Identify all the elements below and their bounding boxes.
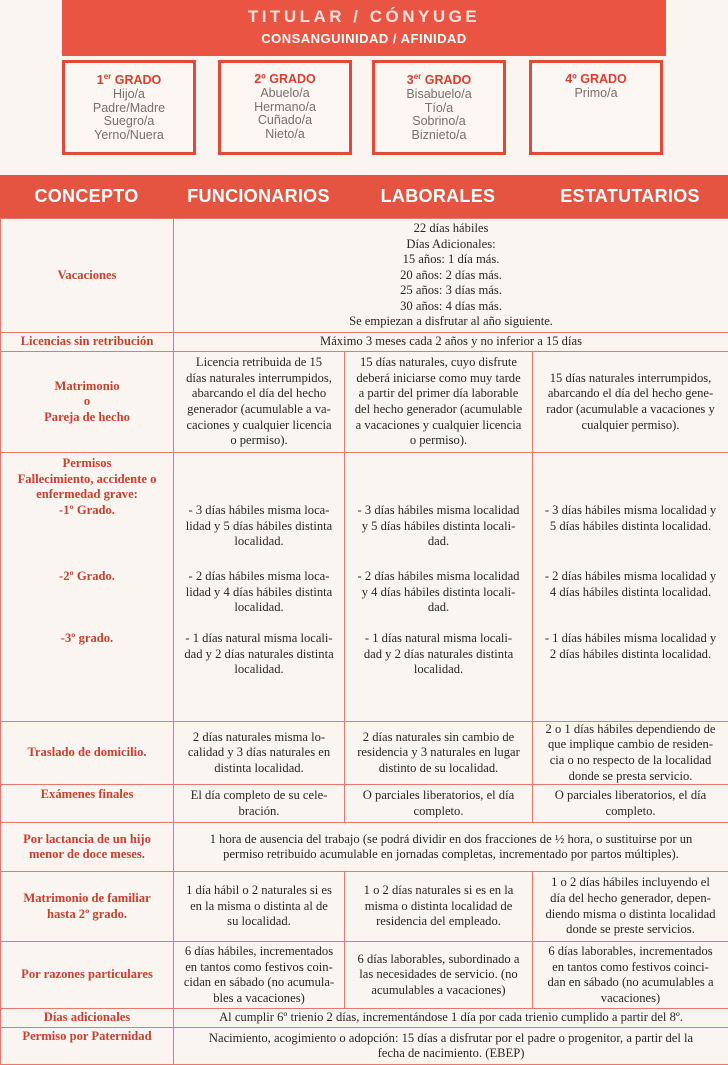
degree-title: 3er GRADO xyxy=(375,72,503,87)
razones-laborales xyxy=(345,942,533,1009)
degree-item: Suegro/a xyxy=(65,115,193,129)
text-line: 25 años: 3 días más. xyxy=(178,283,724,299)
text-line: - 1 días hábiles misma localidad y xyxy=(537,631,724,647)
matrimonio-laborales xyxy=(345,352,533,453)
text-line: residencia del empleado. xyxy=(349,914,528,930)
banner-subtitle: CONSANGUINIDAD / AFINIDAD xyxy=(62,31,666,46)
text-line: permiso retribuido acumulable en jornadas completas, incrementado por partos múltiples). xyxy=(178,847,724,863)
header-concepto: CONCEPTO xyxy=(0,186,173,207)
text-line: acumulables a vacaciones) xyxy=(349,983,528,999)
text-line: dad. xyxy=(349,534,528,550)
concept-permisos xyxy=(1,453,174,722)
degree-item: Biznieto/a xyxy=(375,129,503,143)
grade-3-text xyxy=(349,631,528,678)
text-line: 30 años: 4 días más. xyxy=(178,299,724,315)
vacaciones-value xyxy=(174,219,728,333)
degree-item: Hermano/a xyxy=(221,101,349,115)
text-line: Pareja de hecho xyxy=(5,410,169,426)
table-row xyxy=(1,453,728,722)
text-line: Permisos xyxy=(5,456,169,472)
text-line: Se empiezan a disfrutar al año siguiente. xyxy=(178,314,724,330)
text-line: dad. xyxy=(349,600,528,616)
degree-item: Sobrino/a xyxy=(375,115,503,129)
table-row xyxy=(1,1028,728,1065)
text-line: lidad y 4 días hábiles distinta xyxy=(178,585,340,601)
text-line: 6 días laborables, subordinado a xyxy=(349,952,528,968)
text-line: misma o distinta localidad de xyxy=(349,899,528,915)
table-row xyxy=(1,219,728,333)
table-row xyxy=(1,785,728,823)
text-line: día del hecho generador, depen- xyxy=(537,891,724,907)
razones-funcionarios xyxy=(174,942,345,1009)
text-line: 15 días naturales interrumpidos, xyxy=(537,371,724,387)
degree-box-4 xyxy=(529,60,663,155)
table-row xyxy=(1,721,728,784)
degree-box-3 xyxy=(372,60,506,155)
text-line: Nacimiento, acogimiento o adopción: 15 días a disfrutar por el padre o progenitor, a partir del la xyxy=(178,1031,724,1047)
grade-1-text xyxy=(537,503,724,534)
text-line: 1 o 2 días hábiles incluyendo el xyxy=(537,875,724,891)
text-line: vacaciones) xyxy=(537,991,724,1007)
text-line: residencia y 3 naturales en lugar xyxy=(349,745,528,761)
text-line: fecha de nacimiento. (EBEP) xyxy=(178,1046,724,1062)
grade-1-text xyxy=(349,503,528,550)
text-line: enfermedad grave: xyxy=(5,487,169,503)
text-line: 2 días hábiles distinta localidad. xyxy=(537,647,724,663)
text-line: abarcando el día del hecho gene- xyxy=(537,386,724,402)
text-line: Matrimonio xyxy=(5,379,169,395)
header-estatutarios: ESTATUTARIOS xyxy=(532,186,728,207)
text-line: en tantos como festivos coinci- xyxy=(537,960,724,976)
text-line: 2 días naturales sin cambio de xyxy=(349,730,528,746)
text-line: que implique cambio de residen- xyxy=(537,737,724,753)
text-line: menor de doce meses. xyxy=(5,847,169,863)
text-line: 4 días hábiles distinta localidad. xyxy=(537,585,724,601)
text-line: 2 días naturales misma lo- xyxy=(178,730,340,746)
concept-razones: Por razones particulares xyxy=(1,942,174,1009)
text-line: - 2 días hábiles misma localidad xyxy=(349,569,528,585)
concept-traslado: Traslado de domicilio. xyxy=(1,721,174,784)
text-line: localidad. xyxy=(178,600,340,616)
degree-item: Yerno/Nuera xyxy=(65,129,193,143)
text-line: 6 días laborables, incrementados xyxy=(537,944,724,960)
text-line: localidad. xyxy=(178,534,340,550)
header-funcionarios: FUNCIONARIOS xyxy=(173,186,344,207)
text-line: - 3 días hábiles misma loca- xyxy=(178,503,340,519)
degree-item: Primo/a xyxy=(532,87,660,101)
text-line: dad y 2 días naturales distinta xyxy=(349,647,528,663)
degree-box-1 xyxy=(62,60,196,155)
text-line: en la misma o distinta al de xyxy=(178,899,340,915)
text-line: bración. xyxy=(178,804,340,820)
concept-dias-adicionales: Días adicionales xyxy=(1,1009,174,1028)
text-line: o permiso). xyxy=(349,433,528,449)
concept-vacaciones: Vacaciones xyxy=(1,219,174,333)
text-line: Licencia retribuida de 15 xyxy=(178,355,340,371)
header-laborales: LABORALES xyxy=(344,186,532,207)
degree-box-2 xyxy=(218,60,352,155)
concept-licencias: Licencias sin retribución xyxy=(1,333,174,352)
table-row xyxy=(1,872,728,942)
licencias-value: Máximo 3 meses cada 2 años y no inferior a 15 días xyxy=(174,333,728,352)
text-line: Matrimonio de familiar xyxy=(5,891,169,907)
table-row xyxy=(1,1009,728,1028)
text-line: calidad y 3 días naturales en xyxy=(178,745,340,761)
text-line: cia o no respecto de la localidad xyxy=(537,753,724,769)
degree-item: Tío/a xyxy=(375,102,503,116)
text-line: diendo misma o distinta localidad xyxy=(537,907,724,923)
text-line: Fallecimiento, accidente o xyxy=(5,472,169,488)
grade-2-label: -2º Grado. xyxy=(5,569,169,585)
text-line: las necesidades de servicio. (no xyxy=(349,967,528,983)
text-line: o permiso). xyxy=(178,433,340,449)
grade-3-text xyxy=(537,631,724,662)
permisos-estatutarios xyxy=(533,453,728,722)
grade-3-text xyxy=(178,631,340,678)
text-line: Por lactancia de un hijo xyxy=(5,832,169,848)
text-line: distinto de su localidad. xyxy=(349,761,528,777)
text-line: - 3 días hábiles misma localidad y xyxy=(537,503,724,519)
degree-item: Cuñado/a xyxy=(221,114,349,128)
text-line: El día completo de su cele- xyxy=(178,788,340,804)
matrimonio-estatutarios xyxy=(533,352,728,453)
text-line: distinta localidad. xyxy=(178,761,340,777)
degree-item: Bisabuelo/a xyxy=(375,88,503,102)
text-line: Días Adicionales: xyxy=(178,237,724,253)
text-line: 1 hora de ausencia del trabajo (se podrá dividir en dos fracciones de ½ hora, o sustituirse por un xyxy=(178,832,724,848)
text-line: deberá iniciarse como muy tarde xyxy=(349,371,528,387)
text-line: en tantos como festivos coin- xyxy=(178,960,340,976)
grade-3-label: -3º grado. xyxy=(5,631,169,647)
text-line: a vacaciones y cualquier licencia xyxy=(349,418,528,434)
grade-2-text xyxy=(178,569,340,616)
text-line: localidad. xyxy=(178,662,340,678)
degree-item: Padre/Madre xyxy=(65,102,193,116)
text-line: - 2 días hábiles misma loca- xyxy=(178,569,340,585)
text-line: localidad. xyxy=(349,662,528,678)
grade-1-text xyxy=(178,503,340,550)
table-row xyxy=(1,823,728,872)
paternidad-value xyxy=(174,1028,728,1065)
concept-paternidad: Permiso por Paternidad xyxy=(1,1028,174,1065)
table-header xyxy=(0,175,728,218)
text-line: completo. xyxy=(349,804,528,820)
grade-2-text xyxy=(537,569,724,600)
text-line: y 4 días hábiles distinta locali- xyxy=(349,585,528,601)
text-line: - 2 días hábiles misma localidad y xyxy=(537,569,724,585)
text-line: 6 días hábiles, incrementados xyxy=(178,944,340,960)
permisos-laborales xyxy=(345,453,533,722)
text-line: a partir del primer día laborable xyxy=(349,386,528,402)
concept-matrimonio xyxy=(1,352,174,453)
grade-2-text xyxy=(349,569,528,616)
dias-adicionales-value: Al cumplir 6º trienio 2 días, incrementándose 1 día por cada trienio cumplido a partir del 8º. xyxy=(174,1009,728,1028)
text-line: hasta 2º grado. xyxy=(5,907,169,923)
table-row xyxy=(1,942,728,1009)
text-line: 20 años: 2 días más. xyxy=(178,268,724,284)
matrimonio-funcionarios xyxy=(174,352,345,453)
lactancia-value xyxy=(174,823,728,872)
matrimonio-familiar-funcionarios xyxy=(174,872,345,942)
text-line: bles a vacaciones) xyxy=(178,991,340,1007)
concept-lactancia xyxy=(1,823,174,872)
razones-estatutarios xyxy=(533,942,728,1009)
text-line: rador (acumulable a vacaciones y xyxy=(537,402,724,418)
traslado-laborales xyxy=(345,721,533,784)
banner-title: TITULAR / CÓNYUGE xyxy=(62,0,666,27)
degree-item: Hijo/a xyxy=(65,88,193,102)
concept-examenes: Exámenes finales xyxy=(1,785,174,823)
text-line: su localidad. xyxy=(178,914,340,930)
permits-table xyxy=(0,218,728,1065)
text-line: 1 día hábil o 2 naturales si es xyxy=(178,883,340,899)
text-line: completo. xyxy=(537,804,724,820)
text-line: caciones y cualquier licencia xyxy=(178,418,340,434)
degree-item: Abuelo/a xyxy=(221,87,349,101)
text-line: O parciales liberatorios, el día xyxy=(537,788,724,804)
text-line: 1 o 2 días naturales si es en la xyxy=(349,883,528,899)
examenes-funcionarios xyxy=(174,785,345,823)
text-line: donde se preste servicios. xyxy=(537,922,724,938)
text-line: 22 días hábiles xyxy=(178,221,724,237)
matrimonio-familiar-estatutarios xyxy=(533,872,728,942)
text-line: días naturales interrumpidos, xyxy=(178,371,340,387)
text-line: dan en sábado (no acumulables a xyxy=(537,975,724,991)
degree-item: Nieto/a xyxy=(221,128,349,142)
text-line: dad y 2 días naturales distinta xyxy=(178,647,340,663)
matrimonio-familiar-laborales xyxy=(345,872,533,942)
text-line: - 1 días natural misma locali- xyxy=(349,631,528,647)
traslado-funcionarios xyxy=(174,721,345,784)
text-line: donde se presta servicio. xyxy=(537,769,724,785)
text-line: generador (acumulable a va- xyxy=(178,402,340,418)
text-line: lidad y 5 días hábiles distinta xyxy=(178,519,340,535)
degree-title: 1er GRADO xyxy=(65,72,193,87)
text-line: cualquier permiso). xyxy=(537,418,724,434)
text-line: o xyxy=(5,394,169,410)
examenes-laborales xyxy=(345,785,533,823)
text-line: cidan en sábado (no acumula- xyxy=(178,975,340,991)
examenes-estatutarios xyxy=(533,785,728,823)
text-line: y 5 días hábiles distinta locali- xyxy=(349,519,528,535)
table-row xyxy=(1,333,728,352)
text-line: 15 años: 1 día más. xyxy=(178,252,724,268)
kinship-banner xyxy=(62,0,666,56)
text-line: - 1 días natural misma locali- xyxy=(178,631,340,647)
traslado-estatutarios xyxy=(533,721,728,784)
text-line: 5 días hábiles distinta localidad. xyxy=(537,519,724,535)
degree-title: 2º GRADO xyxy=(221,72,349,86)
text-line: abarcando el día del hecho xyxy=(178,386,340,402)
text-line: 2 o 1 días hábiles dependiendo de xyxy=(537,722,724,738)
permisos-funcionarios xyxy=(174,453,345,722)
text-line: del hecho generador (acumulable xyxy=(349,402,528,418)
table-row xyxy=(1,352,728,453)
text-line: O parciales liberatorios, el día xyxy=(349,788,528,804)
text-line: - 3 días hábiles misma localidad xyxy=(349,503,528,519)
grade-1-label: -1º Grado. xyxy=(5,503,169,519)
text-line: 15 días naturales, cuyo disfrute xyxy=(349,355,528,371)
concept-matrimonio-familiar xyxy=(1,872,174,942)
degree-title: 4º GRADO xyxy=(532,72,660,86)
degree-boxes xyxy=(0,60,728,155)
